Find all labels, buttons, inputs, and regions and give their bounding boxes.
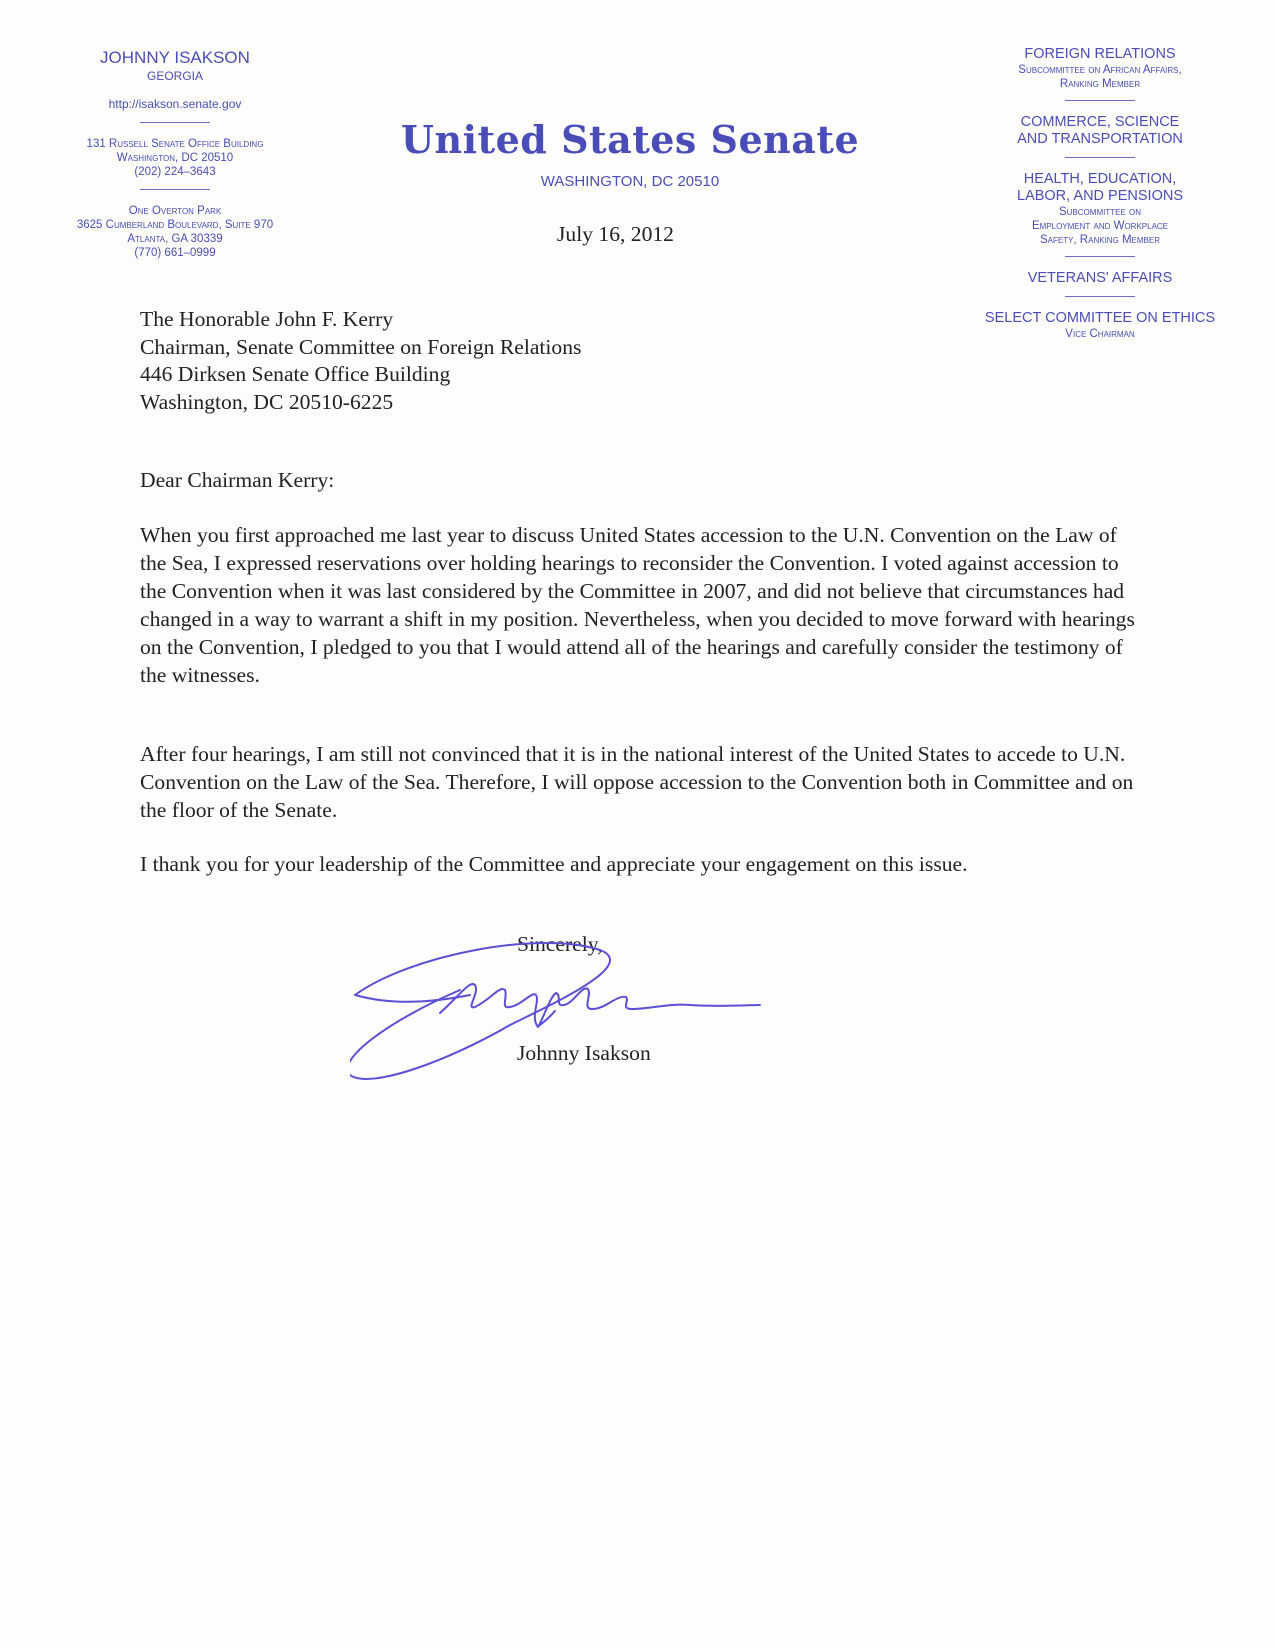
committee-veterans: VETERANS' AFFAIRS bbox=[1027, 270, 1173, 286]
committee-foreign-relations: FOREIGN RELATIONS bbox=[1024, 46, 1176, 62]
recipient-address bbox=[140, 306, 581, 416]
committee-subtitle: Employment and Workplace bbox=[1031, 220, 1169, 232]
body-paragraph: After four hearings, I am still not convinced that it is in the national interest of the United States to accede to U.N. Convention on the Law of the Sea. Therefore, I will oppose accession to the Convention both in Committee and on the floor of the Senate. bbox=[140, 742, 1134, 822]
committee-subtitle: Subcommittee on bbox=[1059, 206, 1141, 218]
letterhead-center bbox=[400, 118, 860, 192]
committee-subtitle: Safety, Ranking Member bbox=[1039, 234, 1161, 246]
committee-help: HEALTH, EDUCATION, bbox=[1023, 171, 1177, 187]
committee-subtitle: Ranking Member bbox=[1059, 78, 1141, 90]
divider bbox=[1065, 157, 1135, 158]
signer-name: Johnny Isakson bbox=[517, 1041, 651, 1065]
divider bbox=[1065, 296, 1135, 297]
divider bbox=[1065, 100, 1135, 101]
dc-office-line: 131 Russell Senate Office Building bbox=[86, 138, 264, 150]
committee-ethics: SELECT COMMITTEE ON ETHICS bbox=[984, 310, 1216, 326]
atlanta-office-line: Atlanta, GA 30339 bbox=[127, 233, 223, 245]
senator-contact-block bbox=[40, 48, 310, 260]
recipient-line: The Honorable John F. Kerry bbox=[140, 307, 394, 331]
senator-state: GEORGIA bbox=[146, 69, 203, 83]
signature-image bbox=[350, 925, 810, 1100]
committee-commerce: COMMERCE, SCIENCE bbox=[1020, 114, 1180, 130]
recipient-line: 446 Dirksen Senate Office Building bbox=[140, 362, 451, 386]
senator-website: http://isakson.senate.gov bbox=[108, 97, 242, 111]
salutation: Dear Chairman Kerry: bbox=[140, 468, 335, 492]
divider bbox=[1065, 256, 1135, 257]
senator-name: JOHNNY ISAKSON bbox=[100, 48, 250, 67]
dc-office-phone: (202) 224–3643 bbox=[134, 166, 216, 178]
divider bbox=[140, 122, 210, 123]
body-paragraph: When you first approached me last year to discuss United States accession to the U.N. Convention on the Law of the Sea, I expressed reservations over holding hearings to reconsider the Convention. I voted against accession to the Convention when it was last considered by the Committee in 2007, and did not believe that circumstances had changed in a way to warrant a shift in my position. Nevertheless, when you decided to move forward with hearings on the Convention, I pledged to you that I would attend all of the hearings and carefully consider the testimony of the witnesses. bbox=[140, 523, 1135, 687]
committee-list bbox=[950, 46, 1250, 341]
letter-date: July 16, 2012 bbox=[557, 222, 674, 246]
atlanta-office-line: One Overton Park bbox=[128, 205, 222, 217]
senate-title: United States Senate bbox=[400, 117, 860, 162]
senate-city: WASHINGTON, DC 20510 bbox=[540, 173, 720, 190]
body-paragraph: I thank you for your leadership of the Committee and appreciate your engagement on this issue. bbox=[140, 852, 968, 876]
dc-office-line: Washington, DC 20510 bbox=[116, 152, 234, 164]
committee-subtitle: Subcommittee on African Affairs, bbox=[1018, 64, 1182, 76]
closing: Sincerely, bbox=[517, 932, 603, 956]
divider bbox=[140, 189, 210, 190]
atlanta-office-line: 3625 Cumberland Boulevard, Suite 970 bbox=[76, 219, 274, 231]
atlanta-office-phone: (770) 661–0999 bbox=[134, 247, 216, 259]
committee-subtitle: Vice Chairman bbox=[1065, 328, 1135, 340]
recipient-line: Washington, DC 20510-6225 bbox=[140, 389, 394, 414]
committee-commerce: AND TRANSPORTATION bbox=[1017, 131, 1183, 147]
committee-help: LABOR, AND PENSIONS bbox=[1017, 188, 1183, 204]
recipient-line: Chairman, Senate Committee on Foreign Relations bbox=[140, 334, 582, 359]
